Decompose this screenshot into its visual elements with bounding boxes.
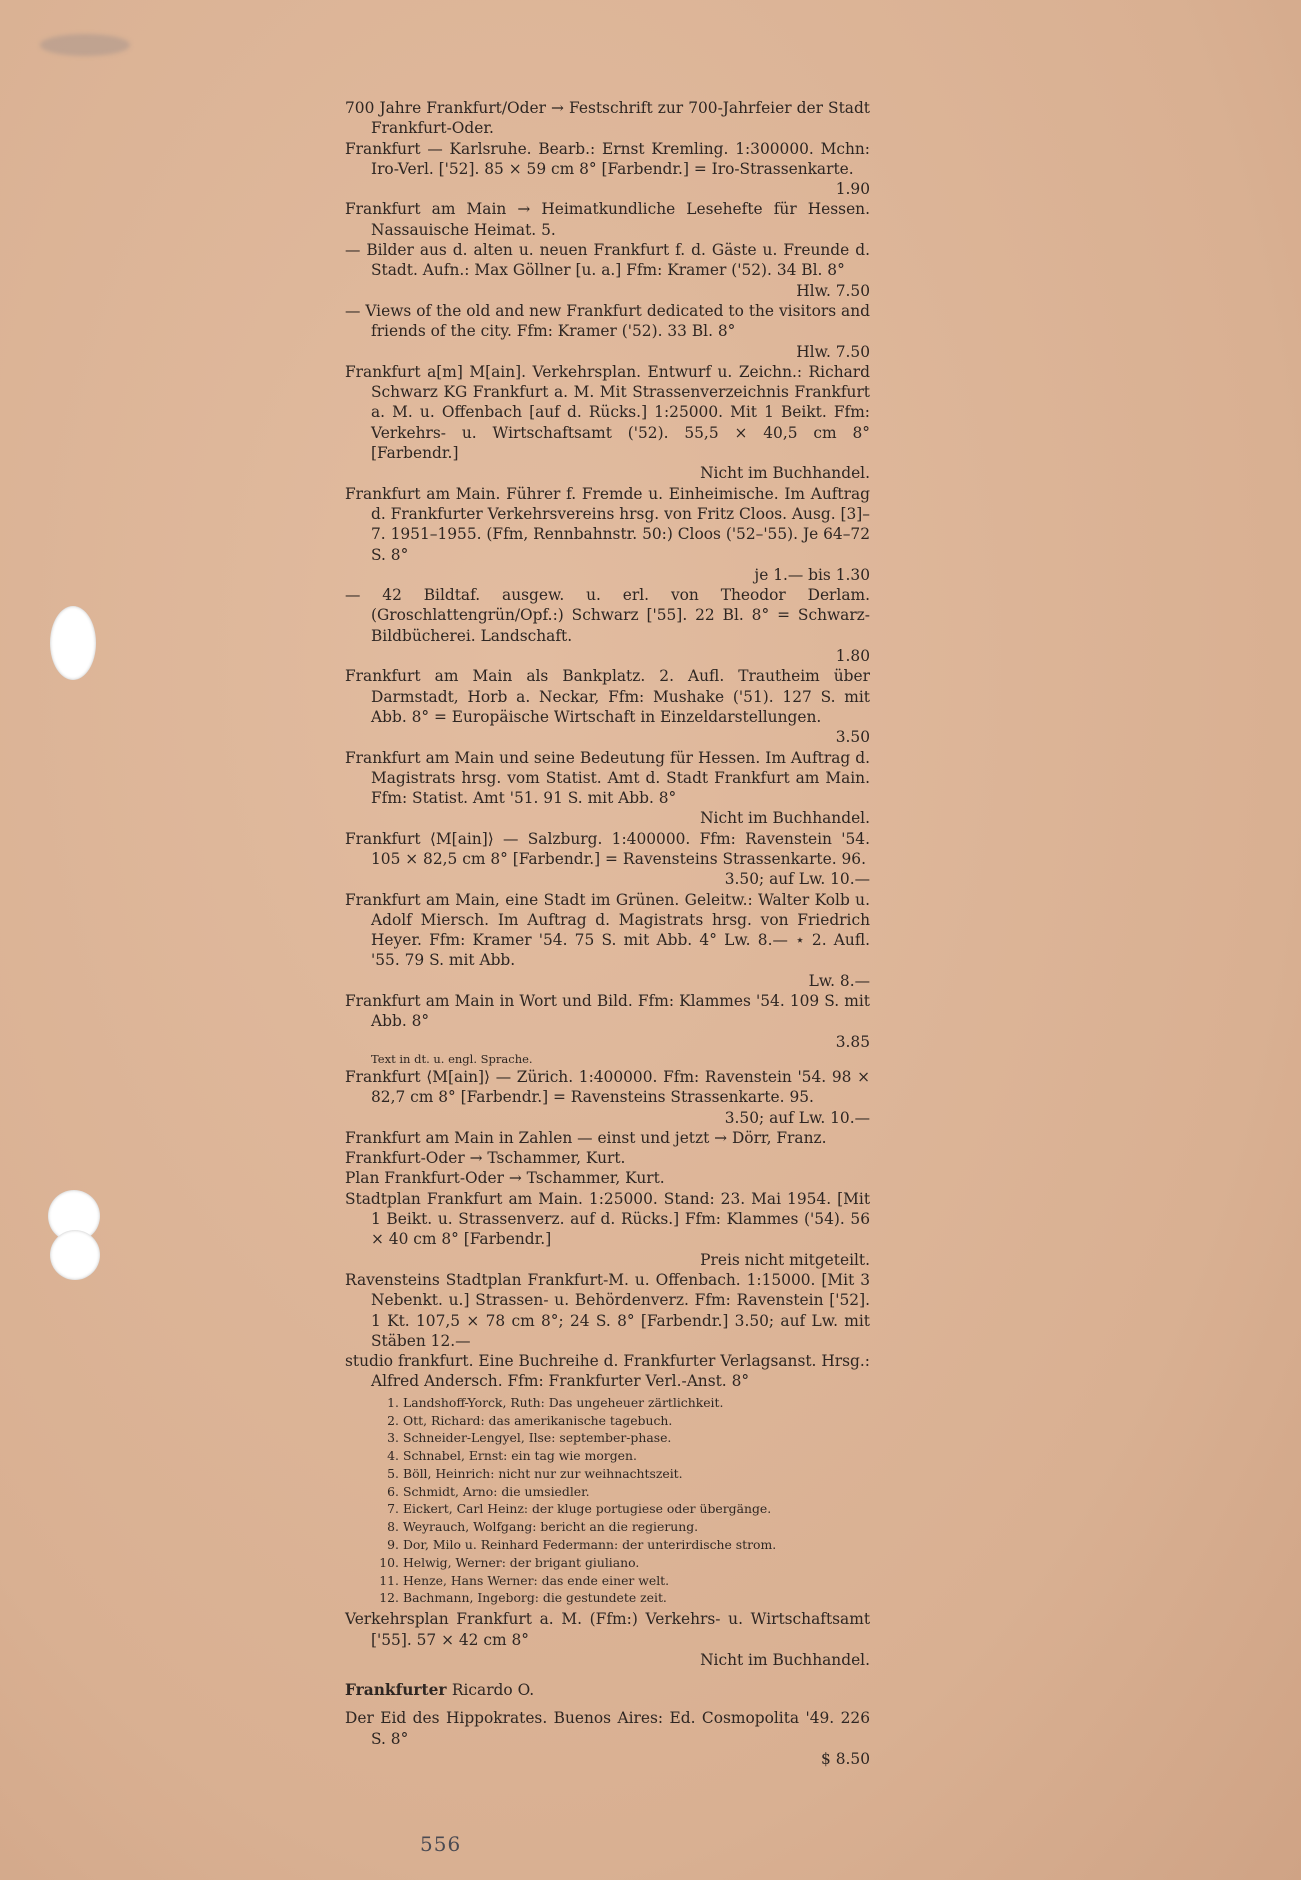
entry-text: Frankfurt am Main und seine Bedeutung für Hessen. Im Auftrag d. Magistrats hrsg. vom Statist. Amt d. Stadt Frankfurt am Main. Ffm: Statist. Amt '51. 91 S. mit Abb. 8° xyxy=(345,748,870,808)
entry-price: Hlw. 7.50 xyxy=(796,342,870,361)
entry-price: je 1.— bis 1.30 xyxy=(754,565,870,584)
series-number: 9. xyxy=(387,1537,399,1553)
entry-verkehrsplan-52 xyxy=(345,362,870,484)
entry-bedeutung xyxy=(345,748,870,829)
series-number: 6. xyxy=(387,1483,399,1499)
series-number: 2. xyxy=(387,1412,399,1428)
entry-price: Lw. 8.— xyxy=(808,971,870,990)
series-number: 3. xyxy=(387,1430,399,1446)
series-item xyxy=(375,1554,870,1572)
entry-text: Frankfurt a[m] M[ain]. Verkehrsplan. Entwurf u. Zeichn.: Richard Schwarz KG Frankfurt a. M. Mit Strassenverzeichnis Frankfurt a. M. u. Offenbach [auf d. Rücks.] 1:25000. Mit 1 Beikt. Ffm: Verkehrs- u. Wirtschaftsamt ('52). 55,5 × 40,5 cm 8° [Farbendr.] xyxy=(345,362,870,463)
smudge-mark xyxy=(40,34,130,56)
series-item xyxy=(375,1483,870,1501)
entry-bankplatz xyxy=(345,666,870,747)
series-item xyxy=(375,1447,870,1465)
entry-stadtplan xyxy=(345,1189,870,1270)
entry-price: Preis nicht mitgeteilt. xyxy=(700,1250,870,1269)
entry-price: 3.50; auf Lw. 10.— xyxy=(724,1108,870,1127)
series-title: Eickert, Carl Heinz: der kluge portugiese oder übergänge. xyxy=(403,1501,772,1517)
series-item xyxy=(375,1572,870,1590)
entry-price: Nicht im Buchhandel. xyxy=(700,464,870,483)
entry-text: Frankfurt am Main in Wort und Bild. Ffm: Klammes '54. 109 S. mit Abb. 8° xyxy=(345,992,870,1031)
series-title: Dor, Milo u. Reinhard Federmann: der unterirdische strom. xyxy=(403,1537,777,1553)
series-list xyxy=(375,1394,870,1608)
entry-text: Frankfurt ⟨M[ain]⟩ — Salzburg. 1:400000. Ffm: Ravenstein '54. 105 × 82,5 cm 8° [Farbendr.] = Ravensteins Strassenkarte. 96. xyxy=(345,829,870,868)
entry-text: Der Eid des Hippokrates. Buenos Aires: Ed. Cosmopolita '49. 226 S. 8° xyxy=(345,1709,870,1748)
catalog-page xyxy=(345,98,870,1769)
series-title: Ott, Richard: das amerikanische tagebuch. xyxy=(403,1412,673,1428)
series-number: 5. xyxy=(387,1465,399,1481)
series-item xyxy=(375,1394,870,1412)
series-title: Schnabel, Ernst: ein tag wie morgen. xyxy=(403,1448,637,1464)
series-title: Henze, Hans Werner: das ende einer welt. xyxy=(403,1572,670,1588)
series-title: Helwig, Werner: der brigant giuliano. xyxy=(403,1554,640,1570)
series-item xyxy=(375,1500,870,1518)
entry-price: 1.90 xyxy=(835,180,870,199)
series-title: Bachmann, Ingeborg: die gestundete zeit. xyxy=(403,1590,667,1606)
entry-text: Verkehrsplan Frankfurt a. M. (Ffm:) Verkehrs- u. Wirtschaftsamt ['55]. 57 × 42 cm 8° xyxy=(345,1610,870,1649)
series-title: Weyrauch, Wolfgang: bericht an die regierung. xyxy=(403,1519,699,1535)
entry-text: Frankfurt am Main. Führer f. Fremde u. Einheimische. Im Auftrag d. Frankfurter Verkehrsvereins hrsg. von Fritz Cloos. Ausg. [3]–7. 1951–1955. (Ffm, Rennbahnstr. 50:) Cloos ('52–'55). Je 64–72 S. 8° xyxy=(345,484,870,564)
entry-studio-frankfurt: studio frankfurt. Eine Buchreihe d. Frankfurter Verlagsanst. Hrsg.: Alfred Andersch. Ffm: Frankfurter Verl.-Anst. 8° xyxy=(345,1352,870,1391)
series-item xyxy=(375,1429,870,1447)
series-item xyxy=(375,1412,870,1430)
entry-text: — 42 Bildtaf. ausgew. u. erl. von Theodor Derlam. (Groschlattengrün/Opf.:) Schwarz ['55]. 22 Bl. 8° = Schwarz-Bildbücherei. Landschaft. xyxy=(345,586,870,645)
entry-price: Hlw. 7.50 xyxy=(796,281,870,300)
entry-text: Frankfurt ⟨M[ain]⟩ — Zürich. 1:400000. Ffm: Ravenstein '54. 98 × 82,7 cm 8° [Farbendr.] = Ravensteins Strassenkarte. 95. xyxy=(345,1067,870,1107)
entry-plan-frankfurt-oder: Plan Frankfurt-Oder → Tschammer, Kurt. xyxy=(345,1169,665,1188)
author-surname: Frankfurter xyxy=(345,1681,447,1700)
series-item xyxy=(375,1465,870,1483)
entry-eid-des-hippokrates xyxy=(345,1708,870,1769)
entry-wort-und-bild xyxy=(345,991,870,1052)
entry-salzburg xyxy=(345,829,870,890)
entry-text: — Bilder aus d. alten u. neuen Frankfurt f. d. Gäste u. Freunde d. Stadt. Aufn.: Max Göllner [u. a.] Ffm: Kramer ('52). 34 Bl. 8° xyxy=(345,241,870,280)
punch-hole-bottom-lower xyxy=(50,1230,100,1280)
series-number: 11. xyxy=(379,1572,399,1588)
entry-700-jahre: 700 Jahre Frankfurt/Oder → Festschrift zur 700-Jahrfeier der Stadt Frankfurt-Oder. xyxy=(345,99,870,138)
entry-bildtaf xyxy=(345,585,870,666)
entry-verkehrsplan-55 xyxy=(345,1609,870,1670)
series-number: 7. xyxy=(387,1501,399,1517)
series-title: Schneider-Lengyel, Ilse: september-phase. xyxy=(403,1430,672,1446)
entry-text: Frankfurt — Karlsruhe. Bearb.: Ernst Kremling. 1:300000. Mchn: Iro-Verl. ['52]. 85 × 59 cm 8° [Farbendr.] = Iro-Strassenkarte. xyxy=(345,139,870,178)
series-title: Landshoff-Yorck, Ruth: Das ungeheuer zärtlichkeit. xyxy=(403,1394,724,1410)
series-title: Böll, Heinrich: nicht nur zur weihnachtszeit. xyxy=(403,1465,683,1481)
entry-frankfurt-karlsruhe xyxy=(345,139,870,200)
entry-zuerich xyxy=(345,1067,870,1128)
series-number: 1. xyxy=(387,1394,399,1410)
series-item xyxy=(375,1518,870,1536)
entry-in-zahlen: Frankfurt am Main in Zahlen — einst und jetzt → Dörr, Franz. xyxy=(345,1128,827,1147)
entry-text: — Views of the old and new Frankfurt dedicated to the visitors and friends of the city. Ffm: Kramer ('52). 33 Bl. 8° xyxy=(345,301,870,341)
entry-price: 3.85 xyxy=(835,1032,870,1051)
entry-views xyxy=(345,301,870,362)
series-number: 8. xyxy=(387,1519,399,1535)
series-number: 12. xyxy=(379,1590,399,1606)
entry-stadt-im-gruenen xyxy=(345,890,870,991)
entry-price: Nicht im Buchhandel. xyxy=(700,809,870,828)
series-item xyxy=(375,1589,870,1607)
author-given-name: Ricardo O. xyxy=(451,1681,535,1700)
entry-note: Text in dt. u. engl. Sprache. xyxy=(371,1051,533,1066)
entry-text: Frankfurt am Main, eine Stadt im Grünen. Geleitw.: Walter Kolb u. Adolf Miersch. Im Auftrag d. Magistrats hrsg. von Friedrich Heyer. Ffm: Kramer '54. 75 S. mit Abb. 4° Lw. 8.— ⋆ 2. Aufl. '55. 79 S. mit Abb. xyxy=(345,890,870,970)
entry-fuehrer xyxy=(345,484,870,585)
series-number: 4. xyxy=(387,1448,399,1464)
entry-price: 3.50; auf Lw. 10.— xyxy=(724,870,870,889)
author-heading xyxy=(345,1680,870,1700)
punch-hole-top xyxy=(50,606,96,680)
page-number: 556 xyxy=(420,1832,462,1856)
entry-price: 3.50 xyxy=(835,728,870,747)
entry-frankfurt-am-main-ref: Frankfurt am Main → Heimatkundliche Lesehefte für Hessen. Nassauische Heimat. 5. xyxy=(345,200,870,239)
entry-price: Nicht im Buchhandel. xyxy=(700,1650,870,1669)
entry-ravensteins-stadtplan: Ravensteins Stadtplan Frankfurt-M. u. Offenbach. 1:15000. [Mit 3 Nebenkt. u.] Strassen- u. Behördenverz. Ffm: Ravenstein ['52]. 1 Kt. 107,5 × 78 cm 8°; 24 S. 8° [Farbendr.] 3.50; auf Lw. mit Stäben 12.— xyxy=(345,1270,870,1350)
series-item xyxy=(375,1536,870,1554)
entry-bilder xyxy=(345,240,870,301)
entry-price: 1.80 xyxy=(835,647,870,666)
series-title: Schmidt, Arno: die umsiedler. xyxy=(403,1483,590,1499)
entry-text: Frankfurt am Main als Bankplatz. 2. Aufl. Trautheim über Darmstadt, Horb a. Neckar, Ffm: Mushake ('51). 127 S. mit Abb. 8° = Europäische Wirtschaft in Einzeldarstellungen. xyxy=(345,667,870,726)
series-number: 10. xyxy=(379,1554,399,1570)
entry-text: Stadtplan Frankfurt am Main. 1:25000. Stand: 23. Mai 1954. [Mit 1 Beikt. u. Strassenverz. auf d. Rücks.] Ffm: Klammes ('54). 56 × 40 cm 8° [Farbendr.] xyxy=(345,1189,870,1249)
entry-price: $ 8.50 xyxy=(821,1750,870,1769)
entry-frankfurt-oder: Frankfurt-Oder → Tschammer, Kurt. xyxy=(345,1149,626,1168)
